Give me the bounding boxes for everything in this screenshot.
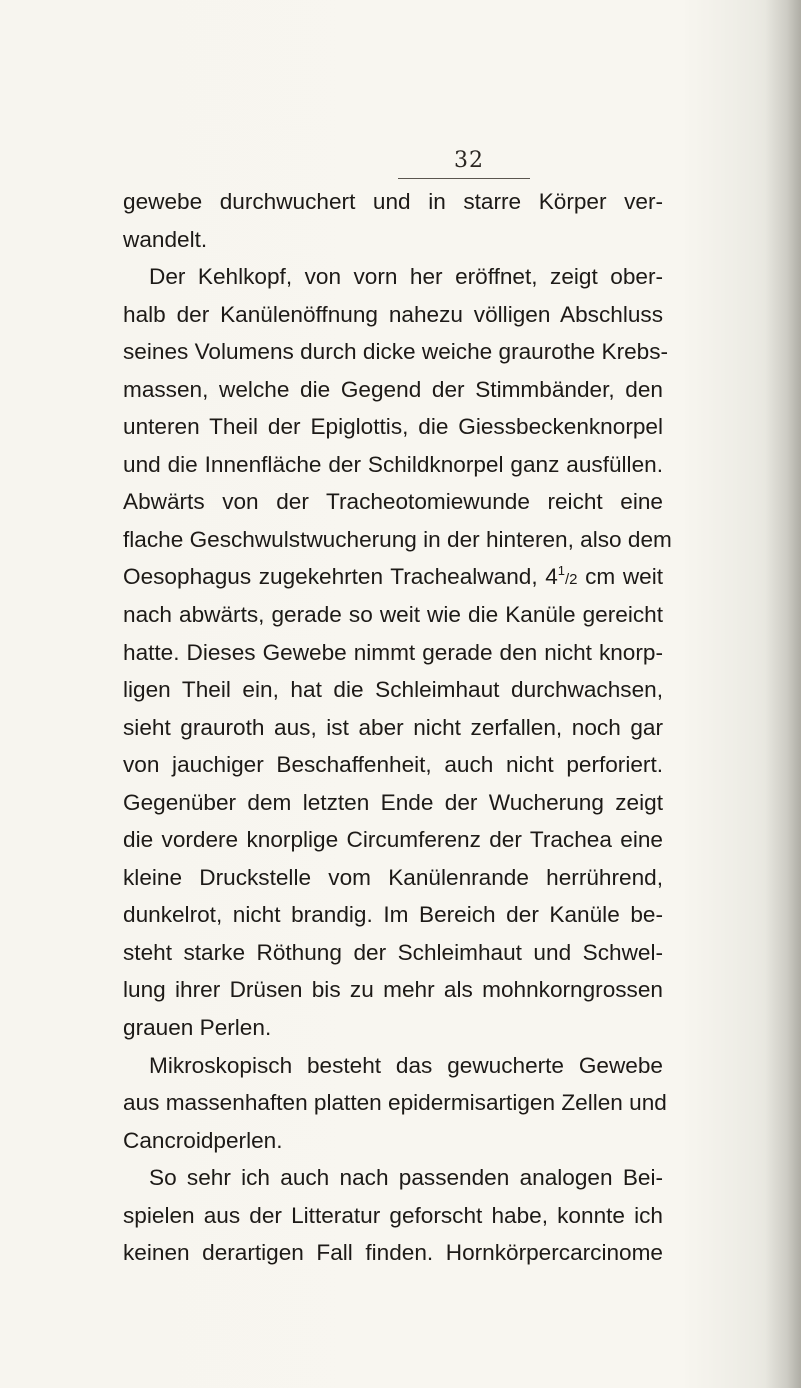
text-line: wandelt.: [123, 226, 208, 252]
text-line: grauen Perlen.: [123, 1015, 272, 1041]
page-number-rule: [398, 178, 530, 179]
body-text: [123, 183, 672, 1272]
text-line: Der Kehlkopf, von vorn her eröffnet, zeigt ober-: [149, 264, 663, 290]
paragraph: [123, 258, 672, 1046]
text-line: aus massenhaften platten epidermisartigen Zellen und: [123, 1090, 667, 1116]
text-line: halb der Kanülenöffnung nahezu völligen Abschluss: [123, 301, 663, 327]
text-line-with-measure: [123, 558, 663, 596]
text-line: spielen aus der Litteratur geforscht habe, konnte ich: [123, 1202, 663, 1228]
text-line: ligen Theil ein, hat die Schleimhaut durchwachsen,: [123, 677, 663, 703]
text-line: massen, welche die Gegend der Stimmbänder, den: [123, 376, 663, 402]
measure-denominator: /2: [565, 571, 578, 589]
line-text: Oesophagus zugekehrten Trachealwand,: [123, 564, 538, 590]
text-line: Mikroskopisch besteht das gewucherte Gewebe: [149, 1052, 663, 1078]
text-line: gewebe durchwuchert und in starre Körper ver-: [123, 189, 663, 214]
text-line: unteren Theil der Epiglottis, die Giessbeckenknorpel: [123, 414, 663, 440]
text-line: hatte. Dieses Gewebe nimmt gerade den nicht knorp-: [123, 639, 663, 665]
page-number: 32: [454, 148, 484, 173]
paragraph: [123, 1047, 667, 1160]
measure-whole: 4: [545, 564, 558, 590]
text-line: nach abwärts, gerade so weit wie die Kanüle gereicht: [123, 602, 663, 628]
text-line: und die Innenfläche der Schildknorpel ganz ausfüllen.: [123, 451, 663, 477]
text-line: Abwärts von der Tracheotomiewunde reicht eine: [123, 489, 663, 515]
text-line: steht starke Röthung der Schleimhaut und Schwel-: [123, 939, 663, 965]
text-line: dunkelrot, nicht brandig. Im Bereich der Kanüle be-: [123, 902, 663, 928]
text-line: seines Volumens durch dicke weiche graurothe Krebs-: [123, 339, 669, 365]
measure-value: [545, 564, 577, 589]
text-line: keinen derartigen Fall finden. Hornkörpercarcinome: [123, 1240, 663, 1266]
text-line: kleine Druckstelle vom Kanülenrande herrührend,: [123, 864, 663, 890]
text-line: Gegenüber dem letzten Ende der Wucherung zeigt: [123, 789, 663, 815]
text-line: flache Geschwulstwucherung in der hinteren, also dem: [123, 526, 672, 552]
measure-rest: cm weit: [585, 564, 664, 590]
page-edge-shadow: [765, 0, 801, 1388]
text-line: von jauchiger Beschaffenheit, auch nicht perforiert.: [123, 752, 663, 778]
measure-numerator: 1: [557, 563, 566, 579]
text-line: die vordere knorplige Circumferenz der Trachea eine: [123, 827, 663, 853]
paragraph: [123, 183, 663, 258]
text-line: So sehr ich auch nach passenden analogen Bei-: [149, 1165, 663, 1191]
text-line: lung ihrer Drüsen bis zu mehr als mohnkorngrossen: [123, 977, 663, 1003]
text-line: Cancroidperlen.: [123, 1127, 283, 1153]
paragraph: [123, 1159, 663, 1272]
text-line: sieht grauroth aus, ist aber nicht zerfallen, noch gar: [123, 714, 663, 740]
